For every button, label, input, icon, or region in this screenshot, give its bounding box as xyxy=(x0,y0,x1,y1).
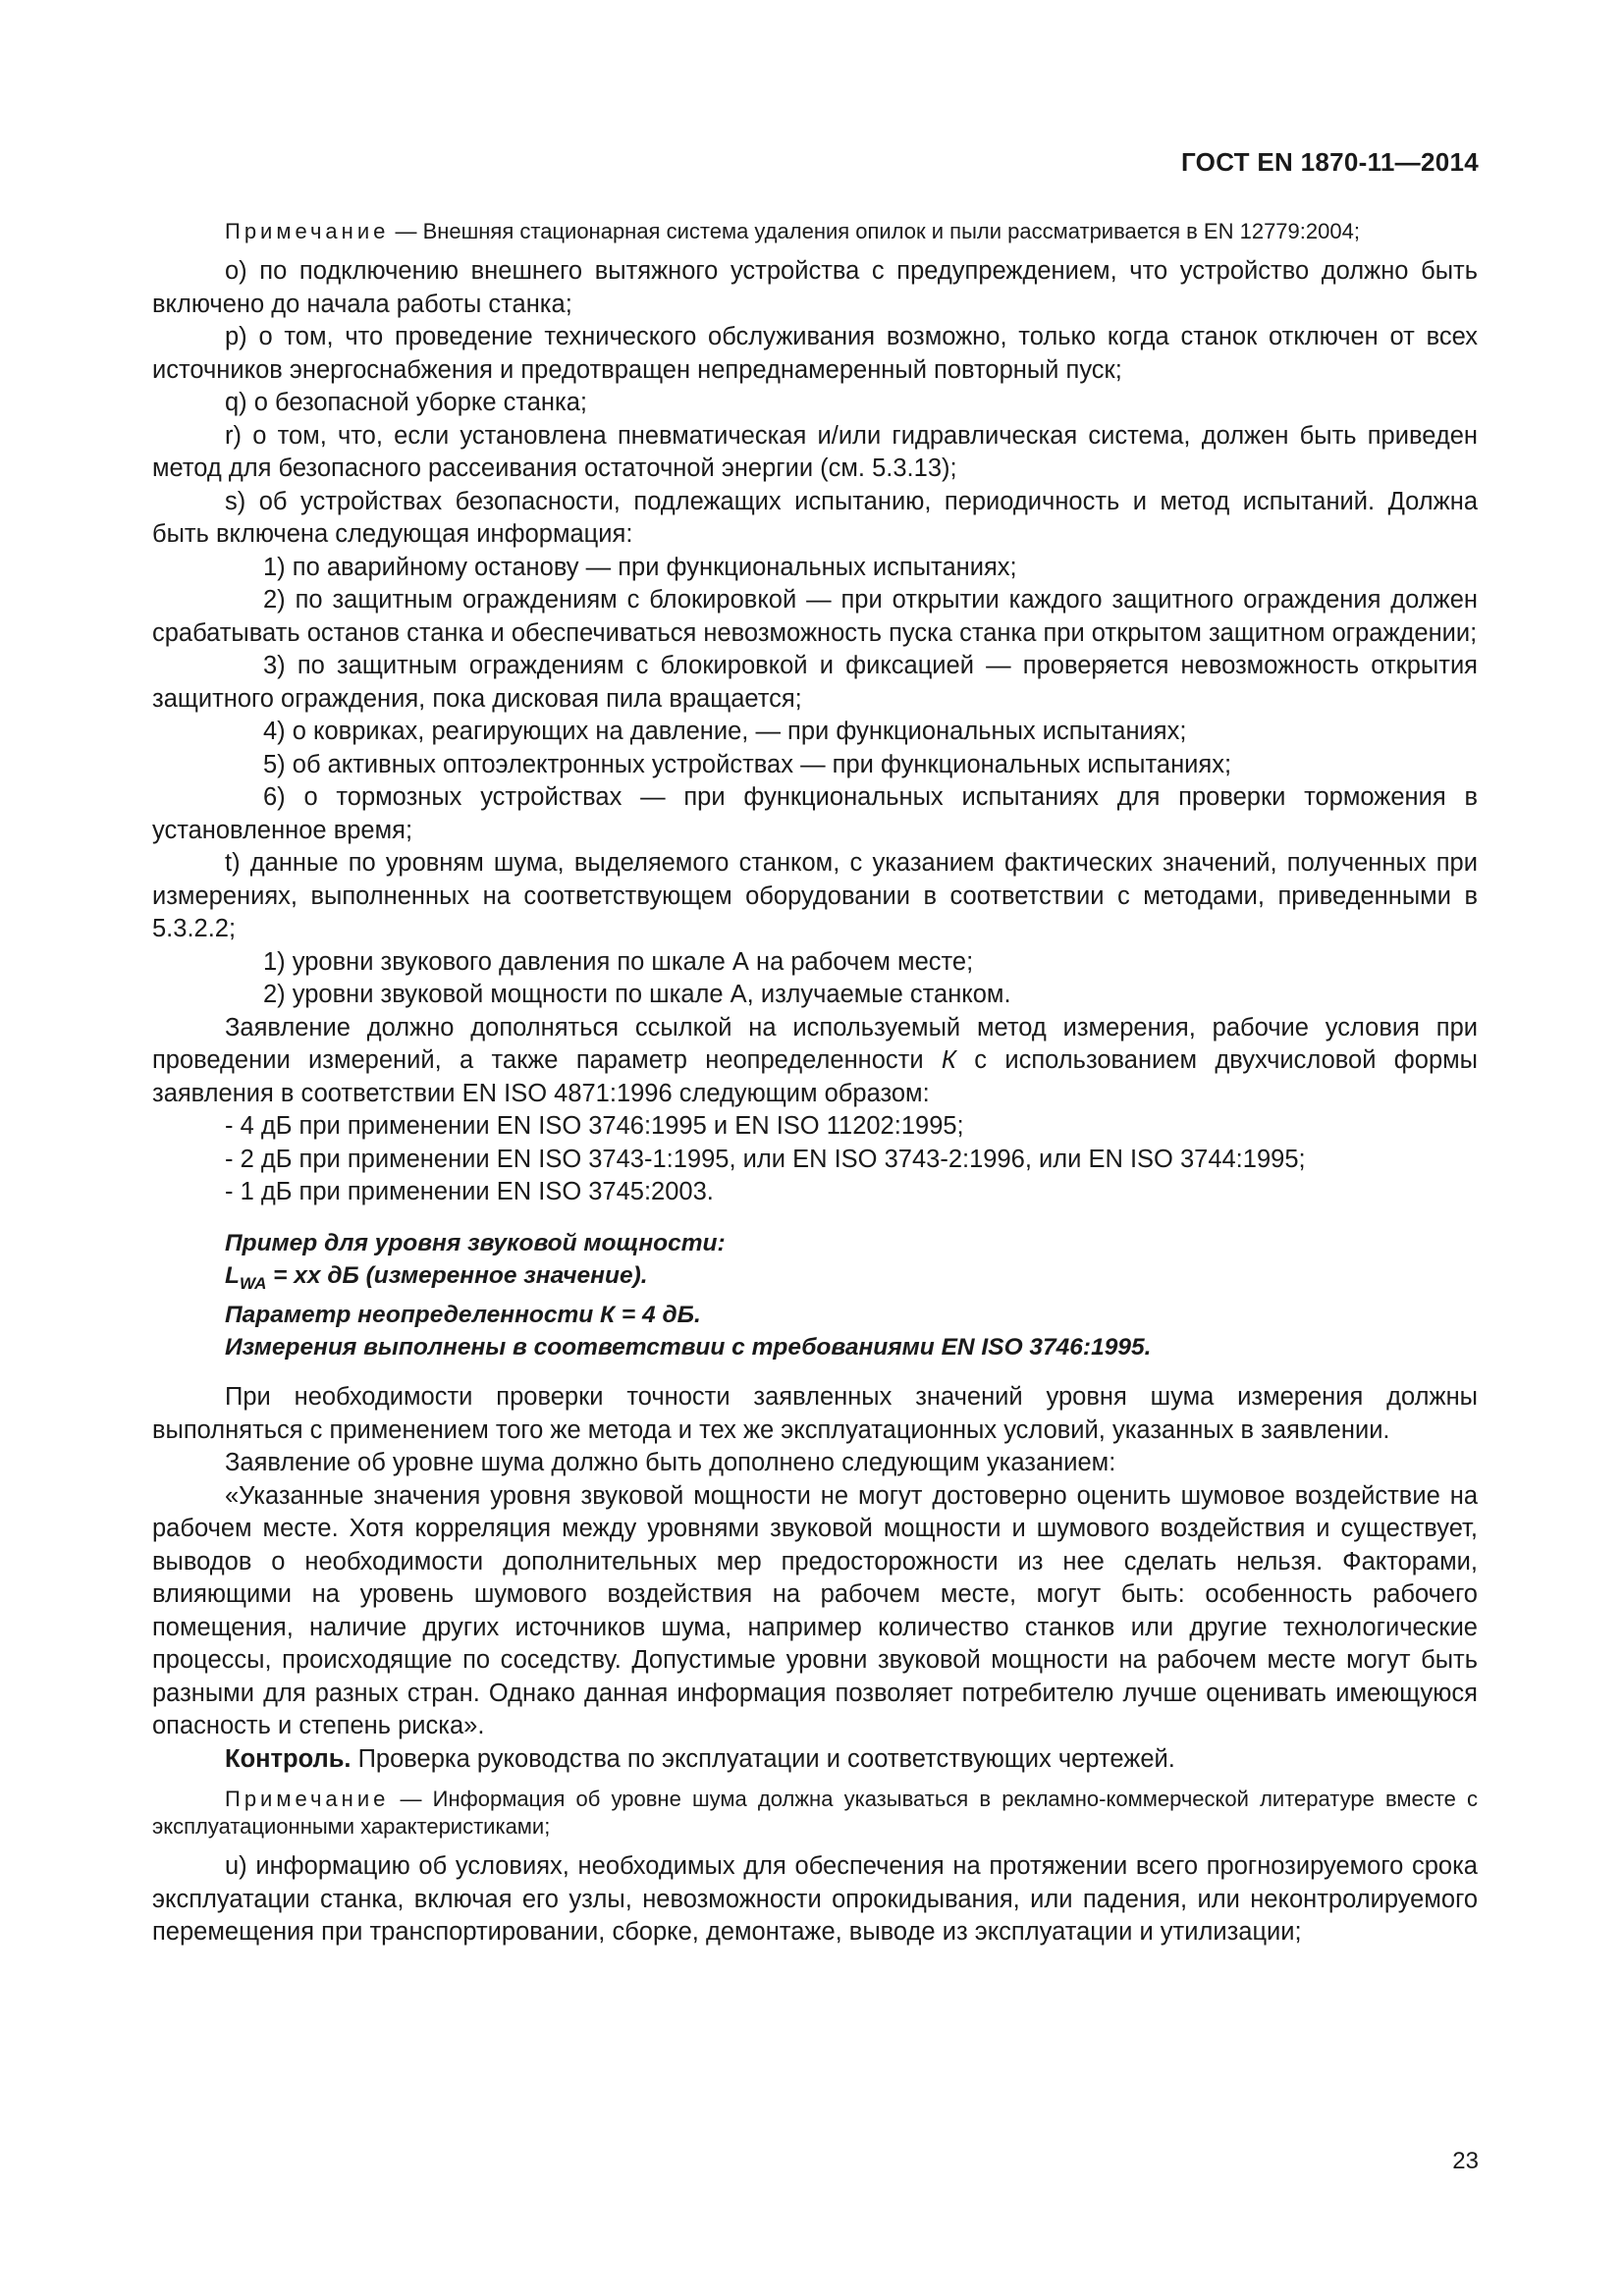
list-item-p: p) о том, что проведение технического обслуживания возможно, только когда станок отключен от всех источников энергоснабжения и предотвращен непреднамеренный повторный пуск; xyxy=(152,323,1478,384)
uncertainty-item-3: - 1 дБ при применении EN ISO 3745:2003. xyxy=(225,1178,714,1205)
list-item-t: t) данные по уровням шума, выделяемого станком, с указанием фактических значений, полученных при измерениях, выполненных на соответствующем оборудовании в соответствии с методами, приведенными в 5.3.2.2; xyxy=(152,849,1478,942)
sub-item-s6: 6) о тормозных устройствах — при функциональных испытаниях для проверки торможения в установленное время; xyxy=(152,783,1478,844)
uncertainty-item-2: - 2 дБ при применении EN ISO 3743-1:1995, или EN ISO 3743-2:1996, или EN ISO 3744:1995; xyxy=(225,1145,1306,1173)
control-label: Контроль. xyxy=(225,1744,352,1773)
uncertainty-item-1: - 4 дБ при применении EN ISO 3746:1995 и EN ISO 11202:1995; xyxy=(225,1112,964,1140)
sub-item-s3: 3) по защитным ограждениям с блокировкой и фиксацией — проверяется невозможность открытия защитного ограждения, пока дисковая пила вращается; xyxy=(152,652,1478,713)
sub-item-s1: 1) по аварийному останову — при функциональных испытаниях; xyxy=(263,553,1017,581)
page-body xyxy=(152,218,1478,1949)
note-paragraph-2 xyxy=(152,1786,1478,1841)
document-header: ГОСТ EN 1870-11—2014 xyxy=(1180,147,1479,177)
note-text-2: — Информация об уровне шума должна указываться в рекламно-коммерческой литературе вместе с эксплуатационными характеристиками; xyxy=(152,1787,1478,1840)
note-label-2: Примечание xyxy=(225,1787,390,1812)
noise-statement-intro: Заявление об уровне шума должно быть дополнено следующим указанием: xyxy=(225,1449,1116,1477)
note-paragraph xyxy=(152,218,1478,245)
list-item-s: s) об устройствах безопасности, подлежащих испытанию, периодичность и метод испытаний. Должна быть включена следующая информация: xyxy=(152,487,1478,548)
sub-item-t1: 1) уровни звукового давления по шкале А на рабочем месте; xyxy=(263,947,974,976)
statement-text-a: Заявление должно дополняться ссылкой на используемый метод измерения, рабочие условия при проведении измерений, а также параметр неопределенности xyxy=(152,1013,1478,1074)
list-item-r: r) о том, что, если установлена пневматическая и/или гидравлическая система, должен быть приведен метод для безопасного рассеивания остаточной энергии (см. 5.3.13); xyxy=(152,421,1478,482)
note-text: — Внешняя стационарная система удаления опилок и пыли рассматривается в EN 12779:2004; xyxy=(389,219,1360,243)
lwa-subscript: WA xyxy=(239,1273,267,1293)
list-item-o: o) по подключению внешнего вытяжного устройства с предупреждением, что устройство должно быть включено до начала работы станка; xyxy=(152,257,1478,318)
lwa-symbol: L xyxy=(225,1261,240,1289)
list-item-q: q) о безопасной уборке станка; xyxy=(225,389,587,416)
example-title: Пример для уровня звуковой мощности: xyxy=(225,1229,726,1256)
sub-item-t2: 2) уровни звуковой мощности по шкале А, излучаемые станком. xyxy=(263,981,1011,1008)
control-paragraph xyxy=(152,1743,1478,1777)
sub-item-s4: 4) о ковриках, реагирующих на давление, — при функциональных испытаниях; xyxy=(263,718,1187,745)
lwa-value: = хх дБ (измеренное значение). xyxy=(266,1261,648,1289)
note-label: Примечание xyxy=(225,219,390,243)
example-lwa-line xyxy=(152,1259,1478,1300)
verification-paragraph: При необходимости проверки точности заявленных значений уровня шума измерения должны выполняться с применением того же метода и тех же эксплуатационных условий, указанных в заявлении. xyxy=(152,1383,1478,1444)
sub-item-s2: 2) по защитным ограждениям с блокировкой — при открытии каждого защитного ограждения должен срабатывать останов станка и обеспечиваться невозможность пуска станка при открытом защитном ограждении; xyxy=(152,586,1478,647)
statement-k-symbol: К xyxy=(941,1046,956,1074)
example-uncertainty: Параметр неопределенности К = 4 дБ. xyxy=(225,1302,701,1329)
noise-statement-quote: «Указанные значения уровня звуковой мощности не могут достоверно оценить шумовое воздействие на рабочем месте. Хотя корреляция между уровнями звуковой мощности и шумового воздействия и существует, выводов о необходимости дополнительных мер предосторожности из нее сделать нельзя. Факторами, влияющими на уровень шумового воздействия на рабочем месте, могут быть: особенность рабочего помещения, наличие других источников шума, например количество станков или другие технологические процессы, происходящие по соседству. Допустимые уровни звуковой мощности на рабочем месте могут быть разными для разных стран. Однако данная информация позволяет потребителю лучше оценивать имеющуюся опасность и степень риска». xyxy=(152,1481,1478,1740)
sub-item-s5: 5) об активных оптоэлектронных устройствах — при функциональных испытаниях; xyxy=(263,750,1232,778)
statement-paragraph xyxy=(152,1012,1478,1111)
list-item-u: u) информацию об условиях, необходимых для обеспечения на протяжении всего прогнозируемого срока эксплуатации станка, включая его узлы, невозможности опрокидывания, или падения, или неконтролируемого перемещения при транспортировании, сборке, демонтаже, выводе из эксплуатации и утилизации; xyxy=(152,1852,1478,1947)
example-measurement: Измерения выполнены в соответствии с требованиями EN ISO 3746:1995. xyxy=(225,1334,1152,1362)
statement-text-b: с использованием двухчисловой формы заявления в соответствии EN ISO 4871:1996 следующим образом: xyxy=(152,1046,1478,1107)
control-text: Проверка руководства по эксплуатации и соответствующих чертежей. xyxy=(351,1744,1175,1773)
page-number: 23 xyxy=(1452,2148,1479,2174)
